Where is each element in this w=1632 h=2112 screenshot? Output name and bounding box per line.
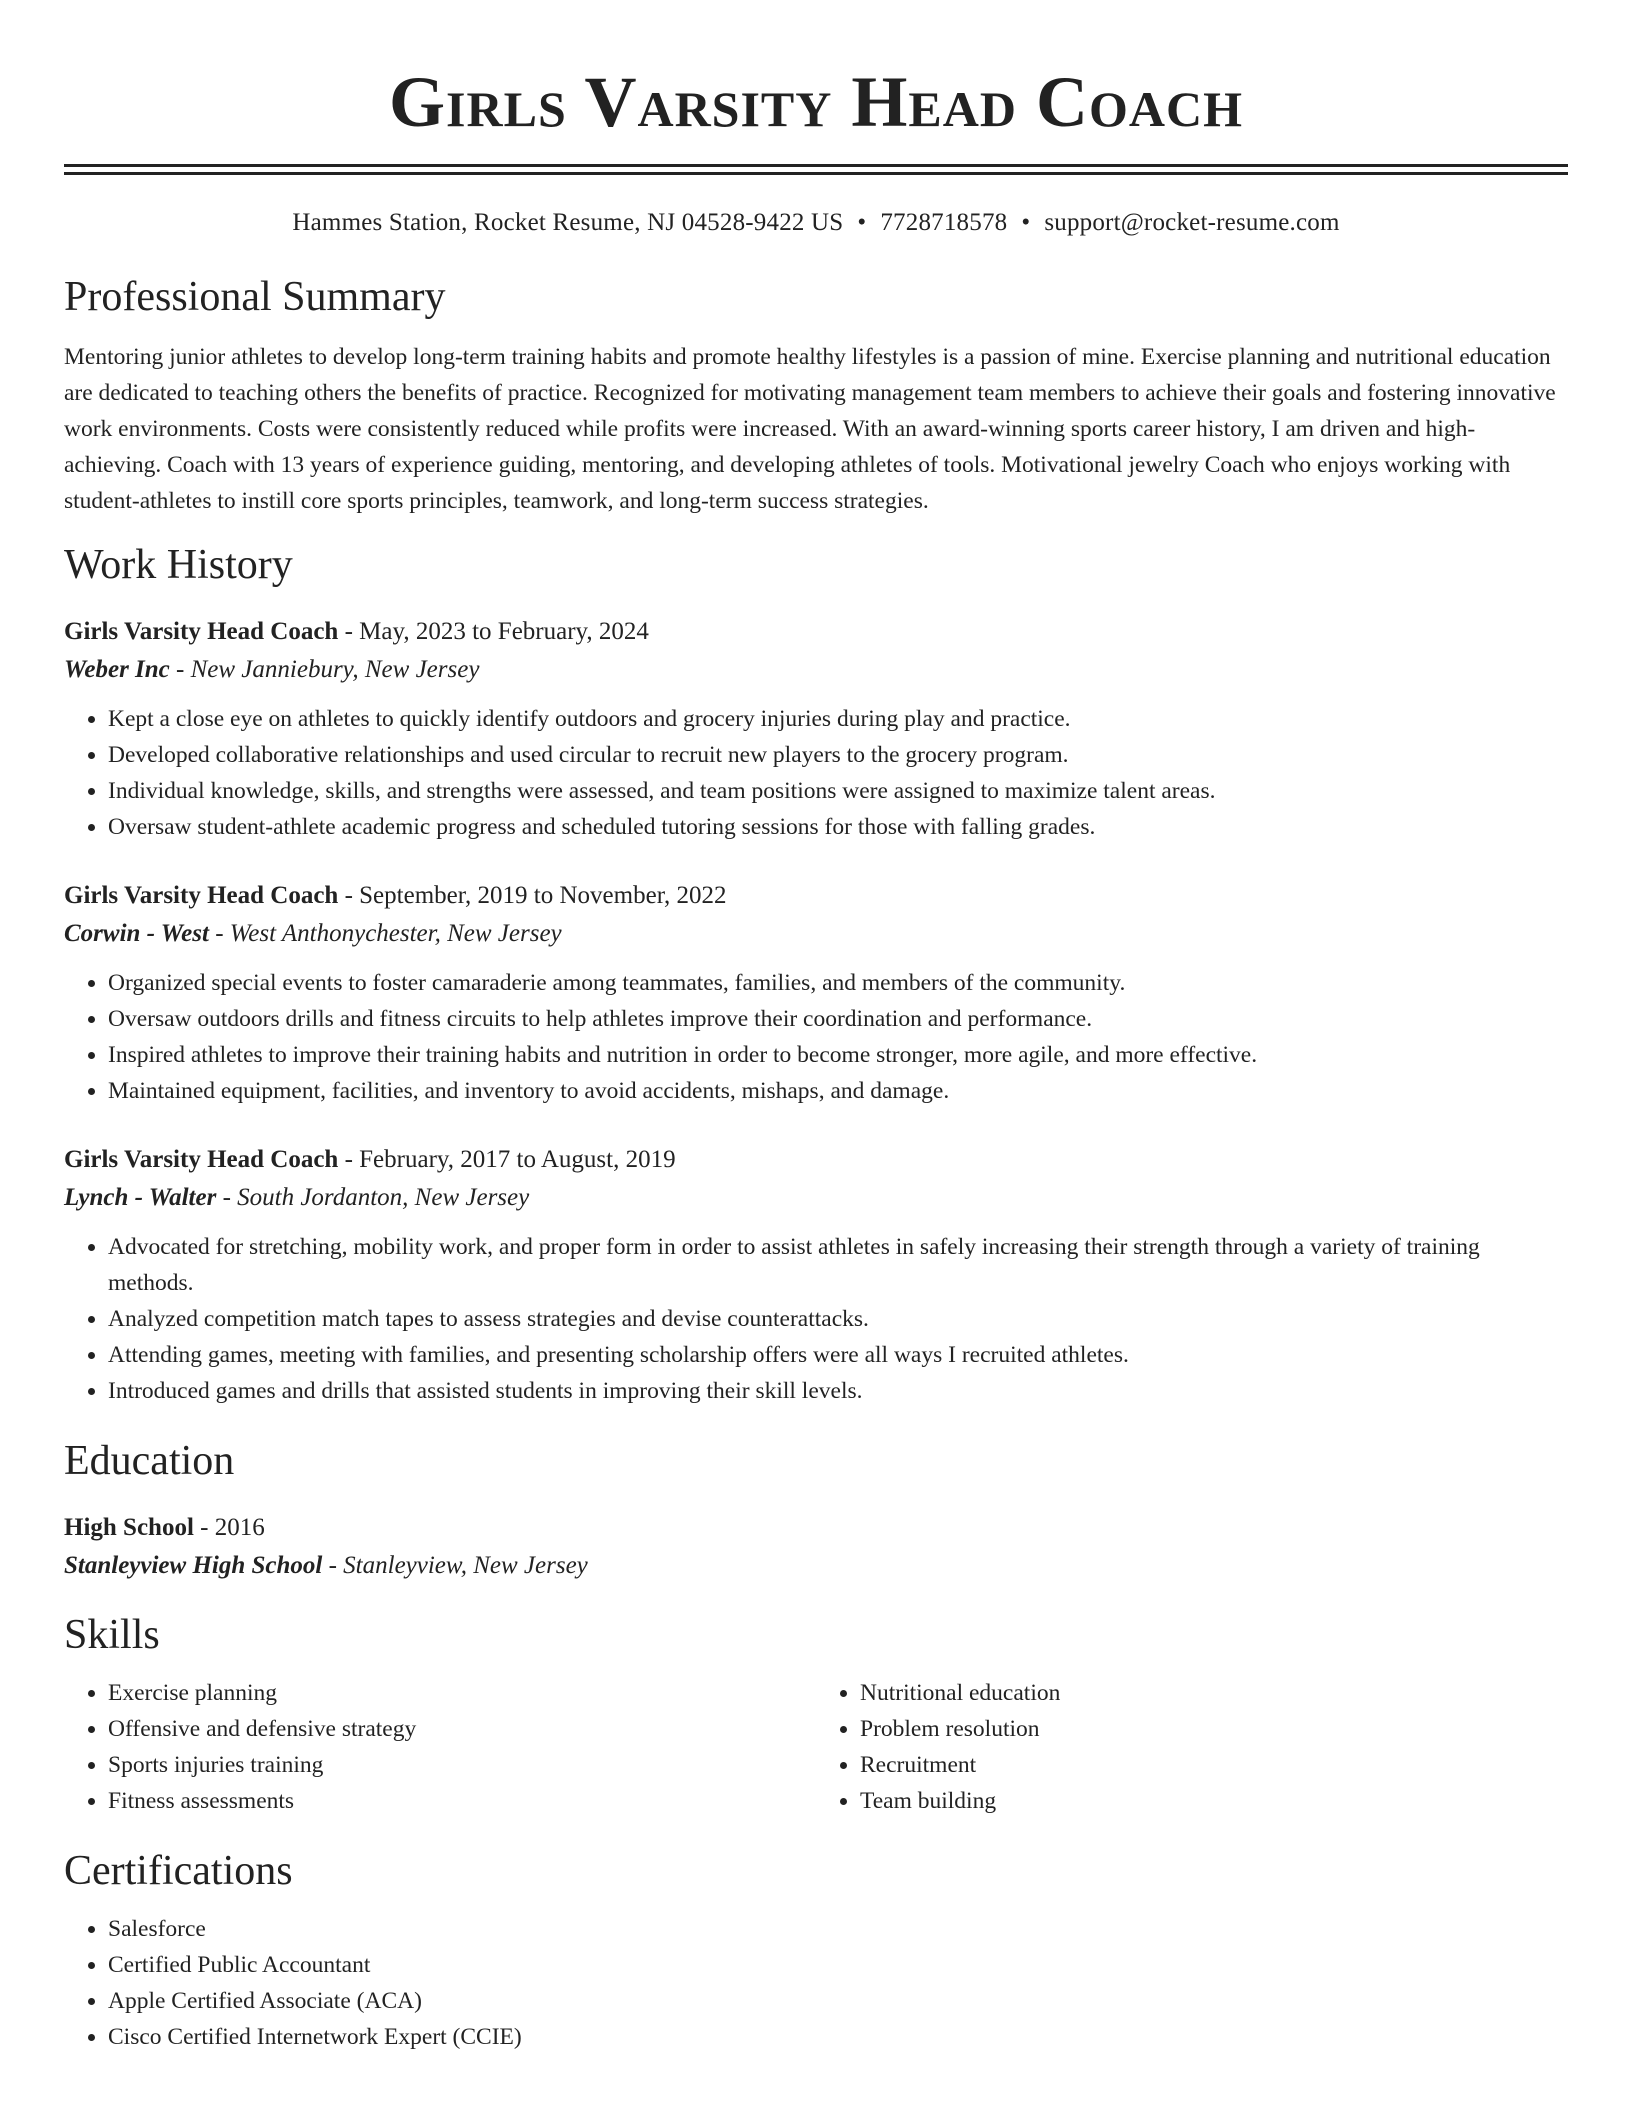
summary-section (64, 271, 1568, 519)
list-item: • Kept a close eye on athletes to quickly identify outdoors and grocery injuries during play and practice. (108, 701, 1568, 737)
list-item: • Organized special events to foster camaraderie among teammates, families, and members of the community. (108, 965, 1568, 1001)
title-double-rule (64, 164, 1568, 175)
degree: High School (64, 1514, 194, 1541)
job-dates: - February, 2017 to August, 2019 (338, 1146, 676, 1173)
graduation-year: - 2016 (193, 1514, 265, 1541)
summary-text: Mentoring junior athletes to develop long-term training habits and promote healthy lifestyles is a passion of mine. Exercise planning and nutritional education are dedicated to teaching others the benefits of practice. Recognized for motivating management team members to achieve their goals and fostering innovative work environments. Costs were consistently reduced while profits were increased. With an award-winning sports career history, I am driven and high-achieving. Coach with 13 years of experience guiding, mentoring, and developing athletes of tools. Motivational jewelry Coach who enjoys working with student-athletes to instill core sports principles, teamwork, and long-term success strategies. (64, 344, 1556, 514)
job-title-line (64, 1143, 1568, 1177)
list-item: • Salesforce (108, 1911, 1568, 1947)
certifications-list (64, 1911, 1568, 2055)
list-item: • Certified Public Accountant (108, 1947, 1568, 1983)
job-bullets (64, 701, 1568, 845)
list-item: • Introduced games and drills that assisted students in improving their skill levels. (108, 1373, 1568, 1409)
contact-email: support@rocket-resume.com (1044, 209, 1340, 236)
contact-separator: • (1021, 209, 1031, 236)
job-title: Girls Varsity Head Coach (64, 1146, 339, 1173)
contact-address: Hammes Station, Rocket Resume, NJ 04528-9422 US (292, 209, 844, 236)
list-item: • Sports injuries training (108, 1747, 816, 1783)
contact-separator: • (857, 209, 867, 236)
certifications-heading: Certifications (64, 1848, 293, 1894)
resume-title: Girls Varsity Head Coach (389, 62, 1243, 142)
job-company-line (64, 1181, 1568, 1215)
list-item: • Developed collaborative relationships and used circular to recruit new players to the grocery program. (108, 737, 1568, 773)
school-line (64, 1549, 1568, 1583)
job-company-line (64, 917, 1568, 951)
list-item: • Maintained equipment, facilities, and inventory to avoid accidents, mishaps, and damage. (108, 1073, 1568, 1109)
job-dates: - May, 2023 to February, 2024 (338, 618, 649, 645)
school-location: - Stanleyview, New Jersey (322, 1552, 588, 1579)
list-item: • Problem resolution (860, 1711, 1568, 1747)
education-heading: Education (64, 1438, 235, 1484)
skills-grid (64, 1675, 1568, 1819)
list-item: • Analyzed competition match tapes to assess strategies and devise counterattacks. (108, 1301, 1568, 1337)
contact-phone: 7728718578 (880, 209, 1008, 236)
list-item: • Attending games, meeting with families, and presenting scholarship offers were all ways I recruited athletes. (108, 1337, 1568, 1373)
job-company: Corwin - West (64, 920, 209, 947)
list-item: • Recruitment (860, 1747, 1568, 1783)
list-item: • Fitness assessments (108, 1783, 816, 1819)
job-title-line (64, 615, 1568, 649)
job-company: Weber Inc (64, 656, 170, 683)
list-item: • Individual knowledge, skills, and strengths were assessed, and team positions were assigned to maximize talent areas. (108, 773, 1568, 809)
work-history-heading: Work History (64, 542, 293, 588)
job-location: - South Jordanton, New Jersey (216, 1184, 530, 1211)
skills-heading: Skills (64, 1612, 160, 1658)
job-entry (64, 879, 1568, 1109)
certifications-section (64, 1845, 1568, 2055)
skills-section (64, 1609, 1568, 1819)
job-company-line (64, 653, 1568, 687)
list-item: • Advocated for stretching, mobility work, and proper form in order to assist athletes in safely increasing their strength through a variety of training methods. (108, 1229, 1568, 1301)
list-item: • Exercise planning (108, 1675, 816, 1711)
list-item: • Oversaw student-athlete academic progress and scheduled tutoring sessions for those with falling grades. (108, 809, 1568, 845)
list-item: • Offensive and defensive strategy (108, 1711, 816, 1747)
list-item: • Cisco Certified Internetwork Expert (CCIE) (108, 2019, 1568, 2055)
education-entry (64, 1511, 1568, 1583)
job-bullets (64, 1229, 1568, 1409)
job-dates: - September, 2019 to November, 2022 (338, 882, 727, 909)
job-location: - New Janniebury, New Jersey (169, 656, 480, 683)
summary-heading: Professional Summary (64, 274, 446, 320)
job-entry (64, 1143, 1568, 1409)
list-item: • Oversaw outdoors drills and fitness circuits to help athletes improve their coordination and performance. (108, 1001, 1568, 1037)
skills-list-left (64, 1675, 816, 1819)
education-section (64, 1435, 1568, 1583)
list-item: • Apple Certified Associate (ACA) (108, 1983, 1568, 2019)
degree-line (64, 1511, 1568, 1545)
job-title: Girls Varsity Head Coach (64, 618, 339, 645)
school-name: Stanleyview High School (64, 1552, 323, 1579)
job-entry (64, 615, 1568, 845)
job-title: Girls Varsity Head Coach (64, 882, 339, 909)
list-item: • Nutritional education (860, 1675, 1568, 1711)
list-item: • Inspired athletes to improve their training habits and nutrition in order to become stronger, more agile, and more effective. (108, 1037, 1568, 1073)
job-title-line (64, 879, 1568, 913)
job-bullets (64, 965, 1568, 1109)
job-company: Lynch - Walter (64, 1184, 217, 1211)
list-item: • Team building (860, 1783, 1568, 1819)
job-location: - West Anthonychester, New Jersey (208, 920, 562, 947)
contact-line (64, 207, 1568, 239)
skills-list-right (816, 1675, 1568, 1819)
work-history-section (64, 539, 1568, 1409)
